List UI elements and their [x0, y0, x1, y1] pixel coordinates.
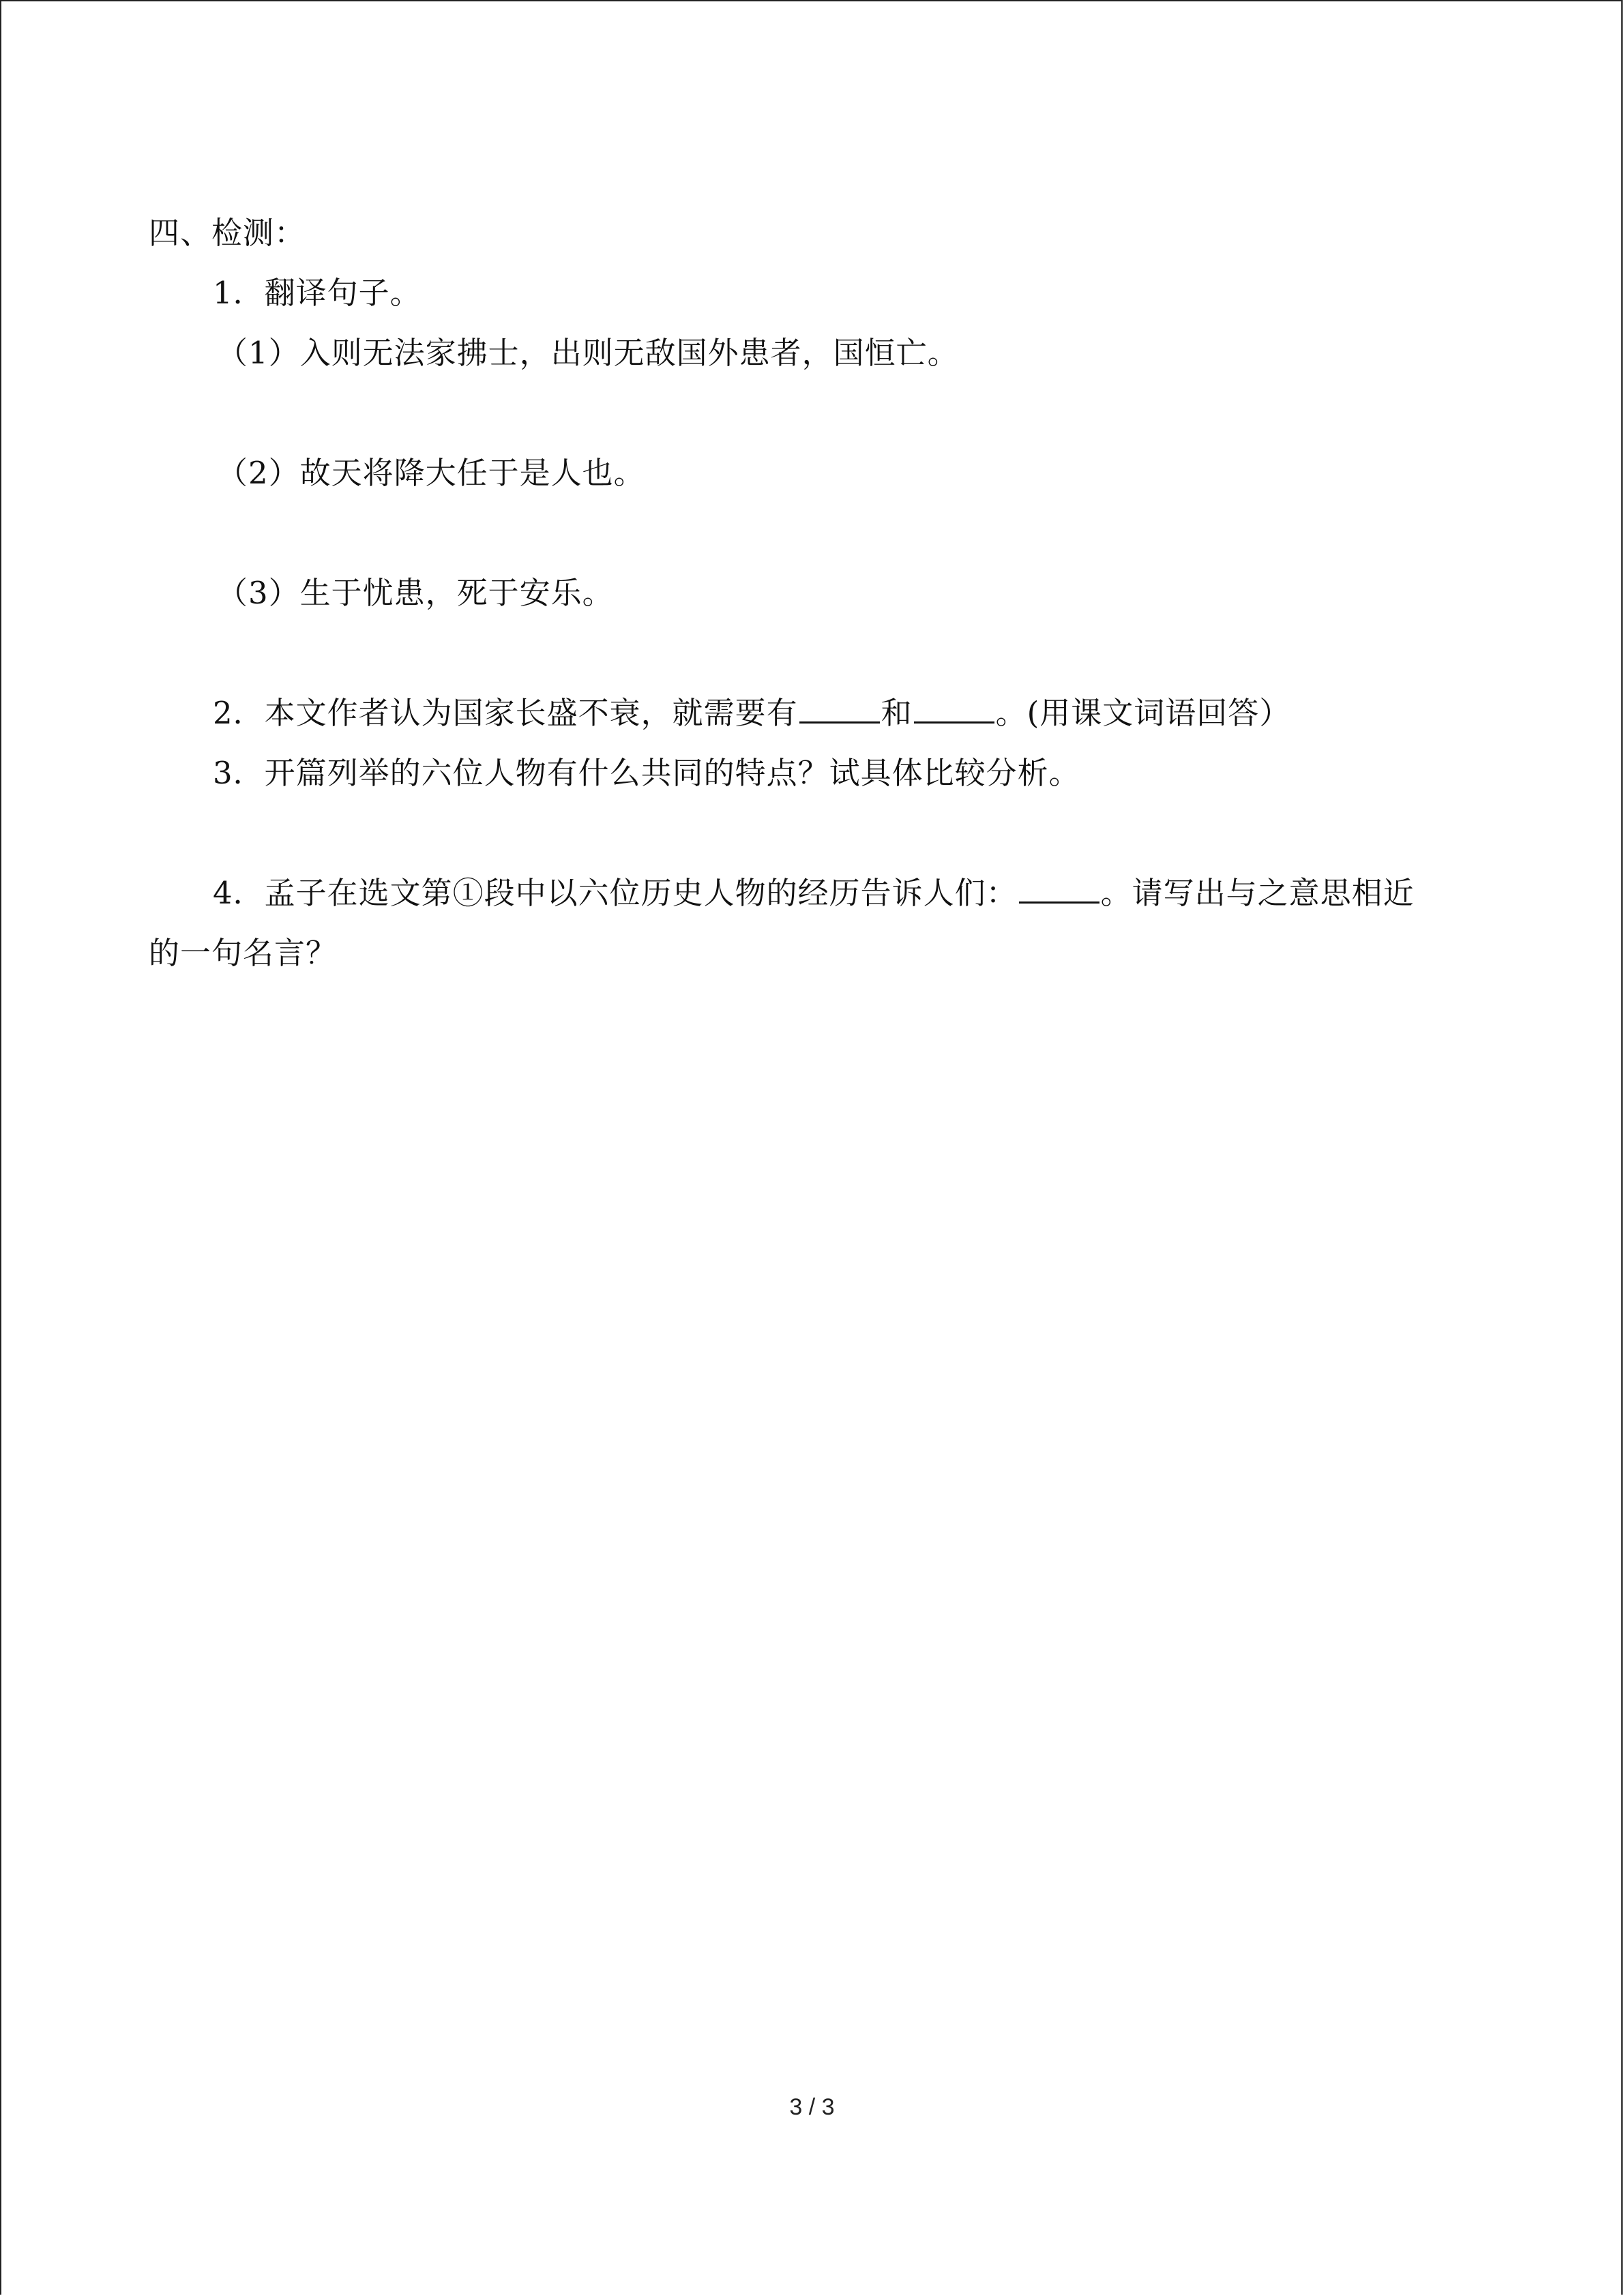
answer-blank-2[interactable]: [914, 694, 994, 724]
question-1-item-3: （3）生于忧患，死于安乐。: [217, 575, 614, 611]
question-1-item-2: （2）故天将降大任于是人也。: [217, 455, 645, 491]
question-2-text-2: 和: [881, 695, 913, 731]
question-2: [213, 693, 1290, 734]
question-1-item-1: （1）入则无法家拂士，出则无敌国外患者，国恒亡。: [217, 335, 959, 371]
question-3: 3．开篇列举的六位人物有什么共同的特点？试具体比较分析。: [213, 755, 1080, 791]
question-4-text-1: 4．孟子在选文第①段中以六位历史人物的经历告诉人们：: [213, 875, 1018, 911]
section-heading: 四、检测：: [149, 215, 306, 251]
question-2-text-1: 2．本文作者认为国家长盛不衰，就需要有: [213, 695, 798, 731]
question-2-text-3: 。(用课文词语回答）: [995, 695, 1291, 731]
question-4-line-2: 的一句名言？: [149, 935, 338, 971]
question-1-prompt: 1．翻译句子。: [213, 275, 422, 311]
question-4-text-2: 。请写出与之意思相近: [1100, 875, 1415, 911]
answer-blank-3[interactable]: [1019, 874, 1099, 904]
question-4-line-1: [213, 873, 1415, 914]
answer-blank-1[interactable]: [799, 694, 880, 724]
page-number: 3 / 3: [789, 2094, 835, 2120]
